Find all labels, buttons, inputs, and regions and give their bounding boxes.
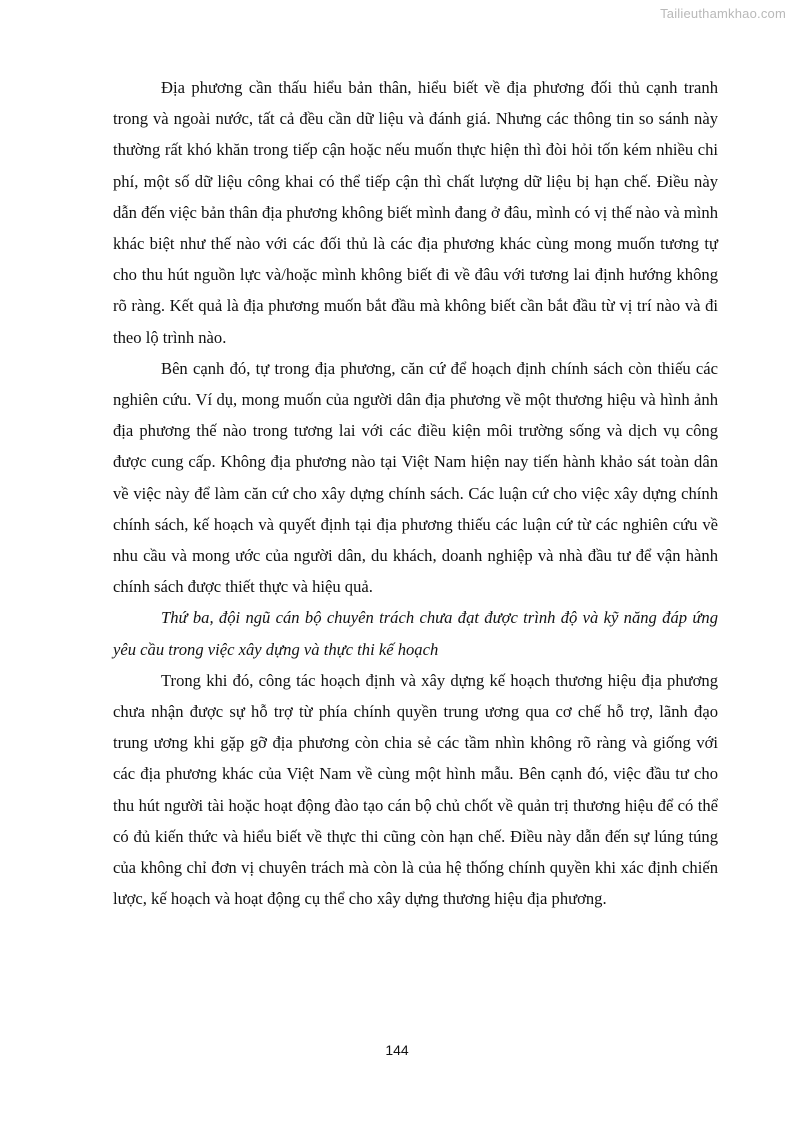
- paragraph-policy-research: Bên cạnh đó, tự trong địa phương, căn cứ để hoạch định chính sách còn thiếu các nghiên cứu. Ví dụ, mong muốn của người dân địa phương về một thương hiệu và hình ảnh địa phương thế nào trong tương lai với các điều kiện môi trường sống và dịch vụ công được cung cấp. Không địa phương nào tại Việt Nam hiện nay tiến hành khảo sát toàn dân về việc này để làm căn cứ cho xây dựng chính sách. Các luận cứ cho việc xây dựng chính chính sách, kế hoạch và quyết định tại địa phương thiếu các luận cứ từ các nghiên cứu về nhu cầu và mong ước của người dân, du khách, doanh nghiệp và nhà đầu tư để vận hành chính sách được thiết thực và hiệu quả.: [113, 358, 718, 597]
- watermark: Tailieuthamkhao.com: [660, 6, 786, 21]
- document-body: [113, 72, 718, 914]
- paragraph-central-support: Trong khi đó, công tác hoạch định và xây dựng kế hoạch thương hiệu địa phương chưa nhận được sự hỗ trợ từ phía chính quyền trung ương qua cơ chế hỗ trợ, lãnh đạo trung ương khi gặp gỡ địa phương còn chia sẻ các tầm nhìn không rõ ràng và giống với các địa phương khác của Việt Nam về cùng một hình mẫu. Bên cạnh đó, việc đầu tư cho thu hút người tài hoặc hoạt động đào tạo cán bộ chủ chốt về quản trị thương hiệu để có thể có đủ kiến thức và hiểu biết về thực thi cũng còn hạn chế. Điều này dẫn đến sự lúng túng của không chỉ đơn vị chuyên trách mà còn là của hệ thống chính quyền khi xác định chiến lược, kế hoạch và hoạt động cụ thể cho xây dựng thương hiệu địa phương.: [113, 670, 718, 909]
- page-number: 144: [385, 1042, 409, 1058]
- section-heading-third-point: Thứ ba, đội ngũ cán bộ chuyên trách chưa đạt được trình độ và kỹ năng đáp ứng yêu cầu trong việc xây dựng và thực thi kế hoạch: [113, 608, 718, 659]
- paragraph-local-self-understanding: Địa phương cần thấu hiểu bản thân, hiểu biết về địa phương đối thủ cạnh tranh trong và ngoài nước, tất cả đều cần dữ liệu và đánh giá. Nhưng các thông tin so sánh này thường rất khó khăn trong tiếp cận hoặc nếu muốn thực hiện thì đòi hỏi tốn kém nhiều chi phí, một số dữ liệu công khai có thể tiếp cận thì chất lượng dữ liệu bị hạn chế. Điều này dẫn đến việc bản thân địa phương không biết mình đang ở đâu, mình có vị thế nào và mình khác biệt như thế nào với các đối thủ là các địa phương khác cùng mong muốn tương tự cho thu hút nguồn lực và/hoặc mình không biết đi về đâu với tương lai định hướng không rõ ràng. Kết quả là địa phương muốn bắt đầu mà không biết cần bắt đầu từ vị trí nào và đi theo lộ trình nào.: [113, 78, 718, 347]
